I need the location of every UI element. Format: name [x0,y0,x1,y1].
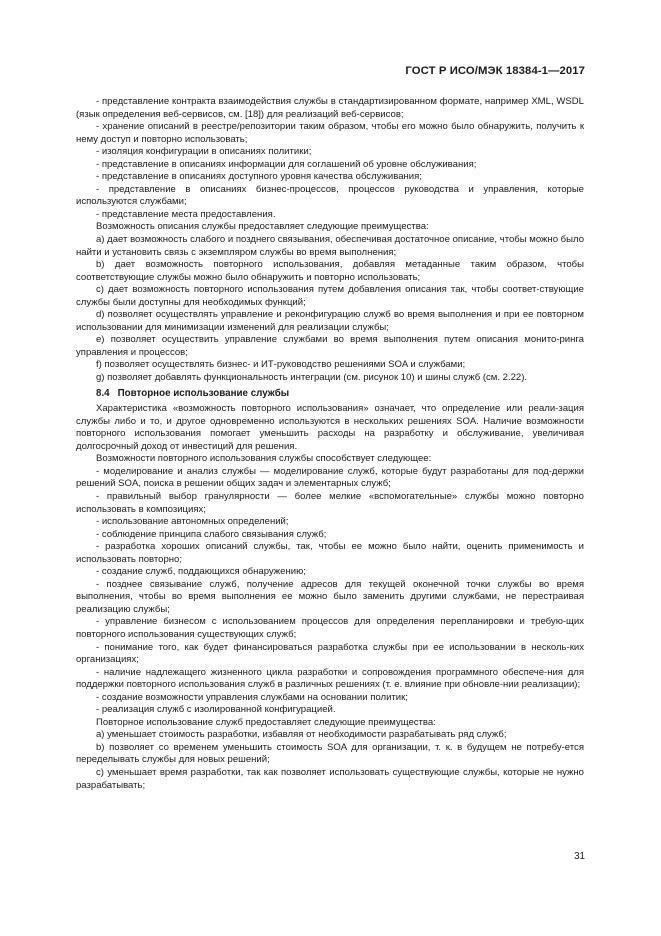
paragraph: - изоляция конфигурации в описаниях политики; [96,146,312,158]
paragraph: - создание возможности управления службами на основании политик; [96,691,408,703]
paragraph: Возможности повторного использования службы способствует следующее: [96,453,432,465]
page-header: ГОСТ Р ИСО/МЭК 18384-1—2017 [405,65,585,77]
paragraph: b) дает возможность повторного использования, добавляя метаданные таким образом, чтобы соответствующие службы можно было обнаружить и повторно использовать; [76,259,584,283]
paragraph: f) позволяет осуществлять бизнес- и ИТ-руководство решениями SOA и службами; [96,359,466,371]
section-number: 8.4 [96,387,110,399]
paragraph: - представление в описаниях информации для соглашений об уровне обслуживания; [96,158,477,170]
paragraph: g) позволяет добавлять функциональность интеграции (см. рисунок 10) и шины служб (см. 2.22). [96,372,528,384]
paragraph: - создание служб, поддающихся обнаружению; [96,566,306,578]
section-heading [76,388,584,401]
paragraph: a) дает возможность слабого и позднего связывания, обеспечивая достаточное описание, чтобы можно было найти и установить связь с экземпляром службы во время выполнения; [76,234,584,258]
paragraph: - реализация служб с изолированной конфигурацией. [96,704,336,716]
paragraph: - понимание того, как будет финансироваться разработка службы при ее использовании в несколь-ких организациях; [76,641,584,666]
paragraph: - представление в описаниях бизнес-процессов, процессов руководства и управления, которые используются службами; [76,183,584,208]
paragraph: Характеристика «возможность повторного использования» означает, что определение или реали-зация службы либо и то, и другое одновременно используются в нескольких решениях SOA. Наличие возможности повторного использования помогает уменьшить расходы на разработку и обслуживание, увеличивая долгосрочный доход от инвестиций для решения. [76,403,584,452]
document-body [76,96,584,792]
paragraph: d) позволяет осуществлять управление и реконфигурацию служб во время выполнения и при ее повторном использовании для минимизации изменений для реализации службы; [76,309,584,333]
paragraph: - представление места предоставления. [96,208,276,220]
paragraph: - использование автономных определений; [96,516,289,528]
paragraph: Повторное использование служб предоставляет следующие преимущества: [96,716,436,728]
paragraph: - разработка хороших описаний службы, так, чтобы ее можно было найти, оценить применимость и использовать повторно; [76,541,584,565]
paragraph: c) уменьшает время разработки, так как позволяет использовать существующие службы, которые не нужно разрабатывать; [76,766,584,791]
paragraph: - правильный выбор гранулярности — более мелкие «вспомогательные» службы можно повторно использовать в композициях; [76,490,584,515]
paragraph: e) позволяет осуществить управление службами во время выполнения путем описания монито-ринга управления и процессов; [76,334,584,358]
paragraph: c) дает возможность повторного использования путем добавления описания так, чтобы соответ-ствующие службы были доступны для необходимых функций; [76,284,584,308]
paragraph: Возможность описания службы предоставляет следующие преимущества: [96,221,429,233]
paragraph: - представление в описаниях доступного уровня качества обслуживания; [96,171,422,183]
paragraph: - управление бизнесом с использованием процессов для определения перепланировки и требую-щих повторного использования существующих служб; [76,616,584,640]
section-title: Повторное использование службы [117,387,290,399]
paragraph: - соблюдение принципа слабого связывания служб; [96,528,327,540]
paragraph: - позднее связывание служб, получение адресов для текущей оконечной точки службы во время выполнения, чтобы во время выполнения ее можно было заменить другими службами, не перестраивая реализацию службы; [76,578,584,615]
page-number: 31 [574,851,585,862]
paragraph: - наличие надлежащего жизненного цикла разработки и сопровождения программного обеспече-ния для поддержки повторного использования служб в различных решениях (т. е. влияние при обновле-нии реализации); [76,666,584,691]
paragraph: - представление контракта взаимодействия службы в стандартизированном формате, например XML, WSDL (язык определения веб-сервисов, см. [18]) для реализаций веб-сервисов; [76,96,584,120]
paragraph: b) позволяет со временем уменьшить стоимость SOA для организации, т. к. в будущем не потребу-ется переделывать службы для новых решений; [76,741,584,766]
paragraph: - хранение описаний в реестре/репозитории таким образом, чтобы его можно было обнаружить, получить к нему доступ и повторно использовать; [76,121,584,145]
paragraph: - моделирование и анализ службы — моделирование служб, которые будут разработаны для под-держки решений SOA, поиска в решении общих задач и элементарных служб; [76,465,584,490]
paragraph: a) уменьшает стоимость разработки, избавляя от необходимости разрабатывать ряд служб; [96,729,507,741]
